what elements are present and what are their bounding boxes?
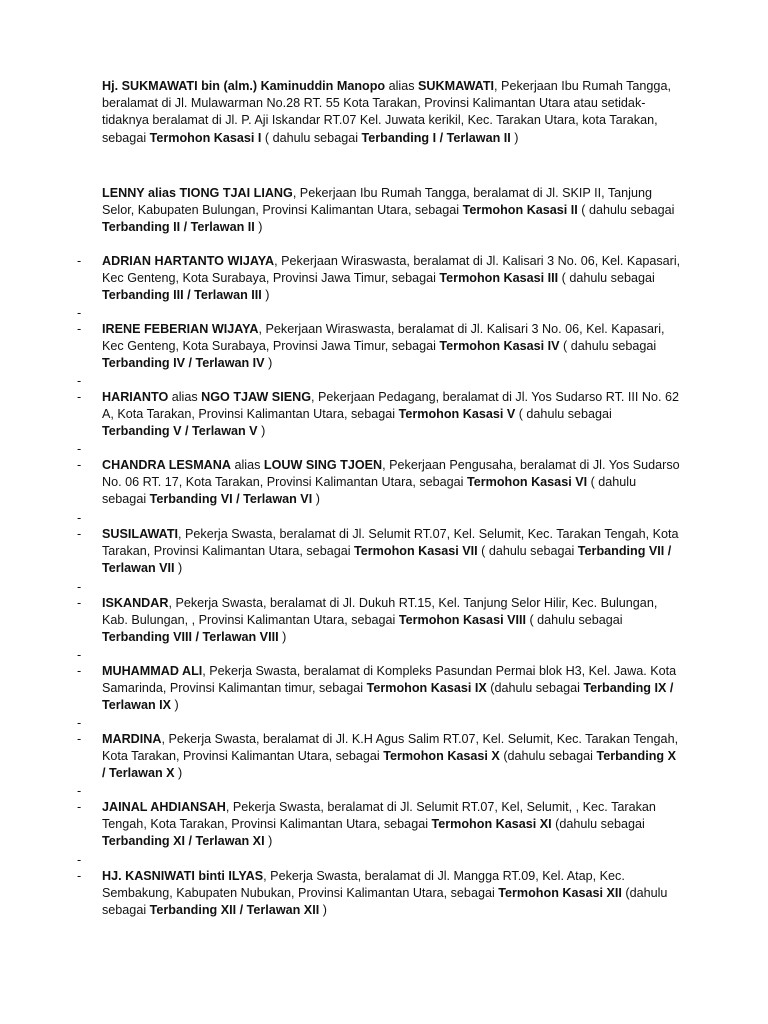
body-text: ( dahulu sebagai	[577, 203, 675, 218]
bold-text: Termohon Kasasi VII	[354, 544, 478, 559]
body-text: (dahulu sebagai	[486, 681, 584, 696]
bold-text: IRENE FEBERIAN WIJAYA	[102, 322, 259, 336]
body-text: (dahulu sebagai	[102, 886, 668, 918]
bold-text: Termohon Kasasi I	[149, 130, 262, 145]
bold-text: CHANDRA LESMANA	[102, 458, 231, 472]
body-text: , Pekerjaan Wiraswasta, beralamat di Jl. Kalisari 3 No. 06, Kel. Kapasari, Kec Genteng, Kota Surabaya, Provinsi Jawa Timur, sebagai	[102, 254, 681, 286]
list-bullet: -	[77, 322, 82, 336]
party-entry-2	[102, 185, 682, 237]
bold-text: LOUW SING TJOEN	[263, 458, 383, 472]
bold-text: MARDINA	[102, 732, 162, 746]
body-text: , Pekerjaan Wiraswasta, beralamat di Jl. Kalisari 3 No. 06, Kel. Kapasari, Kec Genteng, Kota Surabaya, Provinsi Jawa Timur, sebagai	[102, 322, 665, 354]
body-text: )	[257, 424, 266, 439]
body-text: ( dahulu sebagai	[525, 613, 623, 628]
list-bullet: -	[77, 254, 82, 268]
bold-text: Terbanding IX / Terlawan IX	[102, 681, 674, 713]
body-text: )	[312, 492, 320, 507]
bold-text: ISKANDAR	[102, 596, 169, 610]
body-text: , Pekerja Swasta, beralamat di Jl. Selumit RT.07, Kel, Selumit, , Kec. Tarakan Tengah, Kota Tarakan, Provinsi Kalimantan Utara, sebagai	[102, 800, 656, 832]
list-bullet: -	[77, 800, 82, 814]
body-text: , Pekerjaan Pengusaha, beralamat di Jl. Yos Sudarso No. 06 RT. 17, Kota Tarakan, Provinsi Kalimantan Utara, sebagai	[102, 458, 680, 490]
party-entry-7	[102, 526, 682, 578]
bold-text: NGO TJAW SIENG	[201, 390, 311, 404]
list-bullet: -	[77, 853, 82, 867]
party-entry-1	[102, 78, 682, 147]
body-text: , Pekerjaan Pedagang, beralamat di Jl. Yos Sudarso RT. III No. 62 A, Kota Tarakan, Provinsi Kalimantan Utara, sebagai	[102, 390, 680, 422]
party-entry-4	[102, 321, 682, 373]
bold-text: Terbanding X / Terlawan X	[102, 749, 676, 781]
list-bullet: -	[77, 732, 82, 746]
bold-text: MUHAMMAD ALI	[102, 664, 203, 678]
list-bullet: -	[77, 664, 82, 678]
body-text: ( dahulu sebagai	[477, 544, 578, 559]
list-bullet: -	[77, 784, 82, 798]
bold-text: Terbanding V / Terlawan V	[102, 424, 258, 439]
bold-text: Termohon Kasasi V	[398, 407, 516, 422]
bold-text: Terbanding IV / Terlawan IV	[102, 356, 265, 371]
bold-text: Terbanding XI / Terlawan XI	[102, 834, 265, 849]
bold-text: Termohon Kasasi XI	[431, 817, 552, 832]
body-text: , Pekerja Swasta, beralamat di Jl. K.H Agus Salim RT.07, Kel. Selumit, Kec. Tarakan Tengah, Kota Tarakan, Provinsi Kalimantan Utara, sebagai	[102, 732, 679, 764]
party-entry-10	[102, 731, 682, 783]
body-text: ( dahulu sebagai	[558, 271, 655, 286]
party-entry-6	[102, 457, 682, 509]
body-text: ( dahulu sebagai	[102, 475, 637, 507]
list-bullet: -	[77, 442, 82, 456]
bold-text: LENNY alias TIONG TJAI LIANG	[102, 186, 293, 200]
party-entry-12	[102, 868, 682, 920]
list-bullet: -	[77, 374, 82, 388]
body-text: )	[171, 698, 179, 713]
bold-text: Termohon Kasasi VIII	[398, 613, 526, 628]
list-bullet: -	[77, 306, 82, 320]
list-bullet: -	[77, 511, 82, 525]
bold-text: Terbanding I / Terlawan II	[361, 130, 511, 145]
body-text: , Pekerja Swasta, beralamat di Kompleks Pasundan Permai blok H3, Kel. Jawa. Kota Samarinda, Provinsi Kalimantan timur, sebagai	[102, 664, 677, 696]
party-entry-11	[102, 799, 682, 851]
body-text: , Pekerja Swasta, beralamat di Jl. Mangga RT.09, Kel. Atap, Kec. Sembakung, Kabupaten Nubukan, Provinsi Kalimantan Utara, sebagai	[102, 869, 625, 901]
bold-text: Terbanding VII / Terlawan VII	[102, 544, 672, 576]
body-text: , Pekerjaan Ibu Rumah Tangga, beralamat di Jl. Mulawarman No.28 RT. 55 Kota Tarakan, Provinsi Kalimantan Utara atau setidak-tidaknya beralamat di Jl. P. Aji Iskandar RT.07 Kel. Juwata kerikil, Kec. Tarakan Utara, kota Tarakan, sebagai	[102, 79, 671, 145]
bold-text: Termohon Kasasi XII	[498, 886, 622, 901]
body-text: )	[254, 220, 263, 235]
party-entry-8	[102, 595, 682, 647]
body-text: , Pekerjaan Ibu Rumah Tangga, beralamat di Jl. SKIP II, Tanjung Selor, Kabupaten Bulungan, Provinsi Kalimantan Utara, sebagai	[102, 186, 652, 218]
list-bullet: -	[77, 596, 82, 610]
party-entry-5	[102, 389, 682, 441]
body-text: , Pekerja Swasta, beralamat di Jl. Selumit RT.07, Kel. Selumit, Kec. Tarakan Tengah, Kota Tarakan, Provinsi Kalimantan Utara, sebagai	[102, 527, 679, 559]
list-bullet: -	[77, 648, 82, 662]
body-text: )	[174, 766, 183, 781]
body-text: alias	[168, 390, 202, 404]
body-text: (dahulu sebagai	[551, 817, 645, 832]
bold-text: Terbanding III / Terlawan III	[102, 288, 262, 303]
bold-text: Termohon Kasasi IX	[366, 681, 487, 696]
bold-text: Termohon Kasasi X	[383, 749, 500, 764]
bold-text: SUSILAWATI	[102, 527, 179, 541]
body-text: alias	[230, 458, 264, 472]
bold-text: Terbanding VI / Terlawan VI	[149, 492, 313, 507]
body-text: ( dahulu sebagai	[515, 407, 612, 422]
bold-text: JAINAL AHDIANSAH	[102, 800, 226, 814]
body-text: ( dahulu sebagai	[559, 339, 657, 354]
bold-text: Termohon Kasasi IV	[439, 339, 560, 354]
bold-text: HJ. KASNIWATI binti ILYAS	[102, 869, 264, 883]
party-entry-9	[102, 663, 682, 715]
body-text: )	[261, 288, 270, 303]
body-text: )	[510, 130, 519, 145]
bold-text: Terbanding II / Terlawan II	[102, 220, 255, 235]
bold-text: SUKMAWATI	[418, 79, 495, 93]
body-text: , Pekerja Swasta, beralamat di Jl. Dukuh RT.15, Kel. Tanjung Selor Hilir, Kec. Bulungan, Kab. Bulungan, , Provinsi Kalimantan Utara, sebagai	[102, 596, 658, 628]
body-text: )	[264, 834, 273, 849]
list-bullet: -	[77, 390, 82, 404]
bold-text: Terbanding VIII / Terlawan VIII	[102, 630, 279, 645]
party-entry-3	[102, 253, 682, 305]
bold-text: Termohon Kasasi VI	[466, 475, 588, 490]
body-text: )	[278, 630, 287, 645]
bold-text: HARIANTO	[102, 390, 169, 404]
body-text: )	[264, 356, 273, 371]
list-bullet: -	[77, 458, 82, 472]
body-text: ( dahulu sebagai	[261, 130, 362, 145]
bold-text: Hj. SUKMAWATI bin (alm.) Kaminuddin Manopo	[102, 79, 386, 93]
body-text: )	[319, 903, 327, 918]
list-bullet: -	[77, 527, 82, 541]
list-bullet: -	[77, 869, 82, 883]
body-text: alias	[385, 79, 419, 93]
bold-text: Terbanding XII / Terlawan XII	[149, 903, 320, 918]
bold-text: Termohon Kasasi II	[462, 203, 578, 218]
body-text: )	[174, 561, 183, 576]
bold-text: ADRIAN HARTANTO WIJAYA	[102, 254, 275, 268]
body-text: (dahulu sebagai	[499, 749, 597, 764]
list-bullet: -	[77, 716, 82, 730]
bold-text: Termohon Kasasi III	[439, 271, 559, 286]
list-bullet: -	[77, 580, 82, 594]
